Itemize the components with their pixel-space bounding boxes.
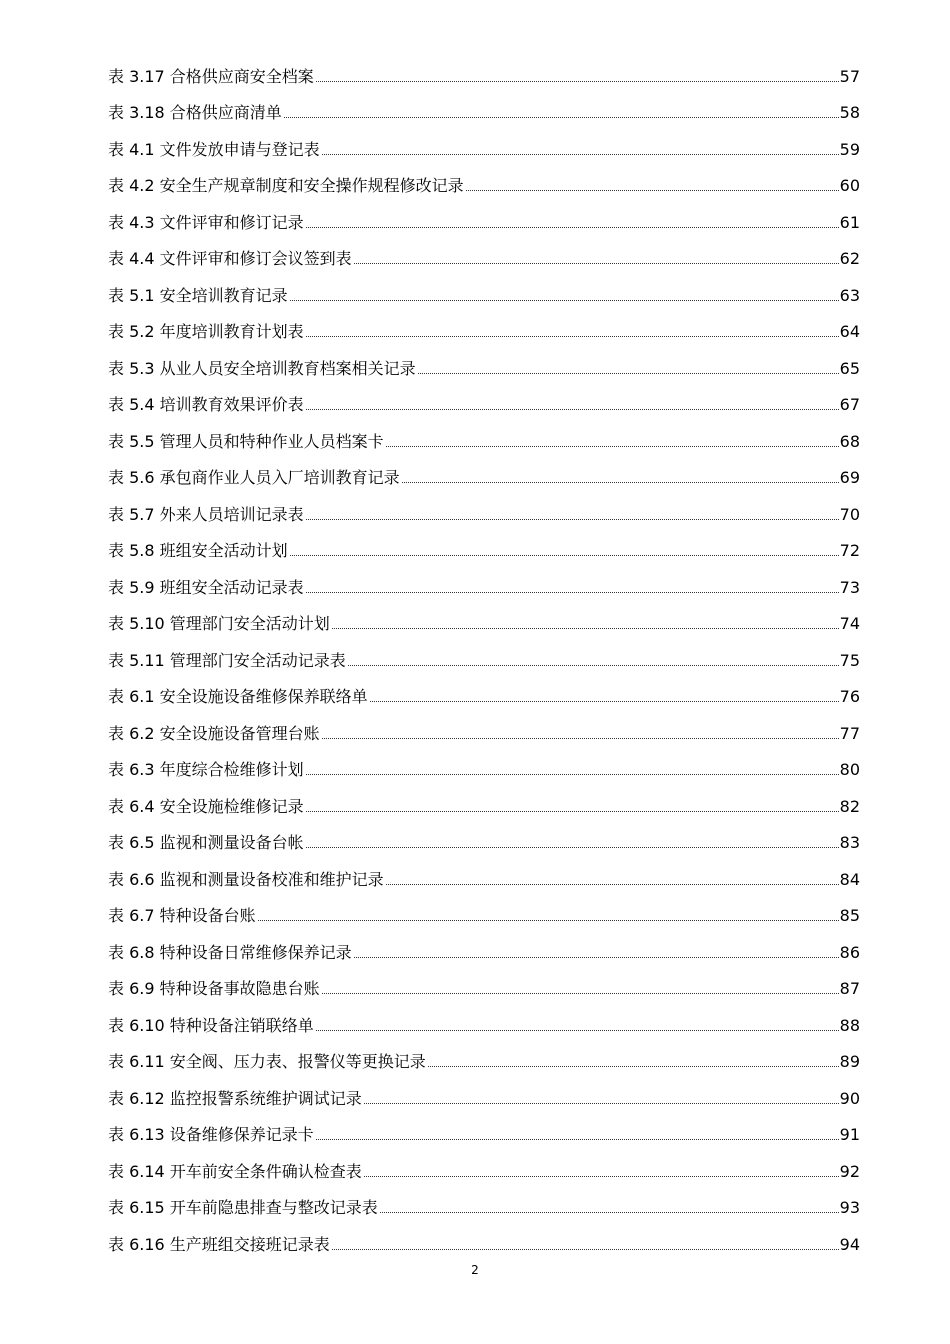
toc-entry-page-number: 59: [839, 139, 860, 159]
toc-entry[interactable]: [108, 1184, 860, 1221]
toc-entry[interactable]: [108, 965, 860, 1002]
toc-entry[interactable]: [108, 746, 860, 783]
toc-entry-title: 表 6.16 生产班组交接班记录表: [108, 1234, 330, 1254]
page-number: 2: [471, 1263, 479, 1277]
toc-entry[interactable]: [108, 782, 860, 819]
toc-dot-leader: [402, 482, 839, 483]
toc-entry-page-number: 80: [839, 760, 860, 779]
toc-entry-title: 表 5.3 从业人员安全培训教育档案相关记录: [108, 358, 416, 378]
toc-entry-page-number: 91: [839, 1125, 860, 1144]
toc-entry-page-number: 65: [839, 358, 860, 378]
toc-entry[interactable]: [108, 1074, 860, 1111]
toc-entry-title: 表 5.9 班组安全活动记录表: [108, 577, 304, 597]
toc-dot-leader: [418, 373, 839, 374]
toc-entry-title: 表 5.8 班组安全活动计划: [108, 541, 288, 560]
toc-entry[interactable]: [108, 673, 860, 710]
toc-dot-leader: [386, 884, 839, 885]
toc-dot-leader: [364, 1103, 839, 1104]
toc-entry-title: 表 5.1 安全培训教育记录: [108, 285, 288, 305]
toc-entry-title: 表 4.2 安全生产规章制度和安全操作规程修改记录: [108, 176, 464, 195]
toc-entry-title: 表 6.15 开车前隐患排查与整改记录表: [108, 1198, 378, 1217]
toc-entry-page-number: 85: [839, 906, 860, 925]
toc-entry-page-number: 60: [839, 176, 860, 195]
toc-dot-leader: [316, 1139, 839, 1140]
toc-entry-title: 表 3.18 合格供应商清单: [108, 103, 282, 122]
toc-dot-leader: [290, 555, 839, 556]
toc-entry-title: 表 4.1 文件发放申请与登记表: [108, 139, 320, 159]
toc-dot-leader: [258, 920, 839, 921]
toc-entry[interactable]: [108, 1038, 860, 1075]
toc-entry-title: 表 6.3 年度综合检维修计划: [108, 760, 304, 779]
toc-entry-page-number: 89: [839, 1052, 860, 1071]
toc-entry-page-number: 82: [839, 796, 860, 816]
toc-dot-leader: [306, 774, 839, 775]
toc-dot-leader: [306, 409, 839, 410]
toc-dot-leader: [354, 263, 839, 264]
toc-entry-page-number: 69: [839, 468, 860, 487]
toc-dot-leader: [306, 592, 839, 593]
toc-dot-leader: [290, 300, 839, 301]
toc-entry-page-number: 83: [839, 833, 860, 852]
toc-entry[interactable]: [108, 490, 860, 527]
toc-entry-page-number: 93: [839, 1198, 860, 1217]
toc-entry-page-number: 73: [839, 577, 860, 597]
toc-entry-page-number: 75: [839, 650, 860, 670]
toc-entry-title: 表 6.13 设备维修保养记录卡: [108, 1125, 314, 1144]
toc-entry-page-number: 77: [839, 723, 860, 743]
toc-entry[interactable]: [108, 600, 860, 637]
toc-entry[interactable]: [108, 271, 860, 308]
toc-entry[interactable]: [108, 636, 860, 673]
toc-entry[interactable]: [108, 892, 860, 929]
toc-entry[interactable]: [108, 344, 860, 381]
toc-entry-title: 表 6.11 安全阀、压力表、报警仪等更换记录: [108, 1052, 426, 1071]
toc-entry[interactable]: [108, 308, 860, 345]
toc-dot-leader: [316, 81, 839, 82]
toc-entry-title: 表 4.3 文件评审和修订记录: [108, 212, 304, 232]
toc-dot-leader: [322, 154, 839, 155]
toc-entry[interactable]: [108, 162, 860, 199]
toc-dot-leader: [370, 701, 839, 702]
toc-entry-page-number: 72: [839, 541, 860, 560]
toc-entry-page-number: 87: [839, 979, 860, 998]
toc-entry-page-number: 94: [839, 1234, 860, 1254]
toc-entry[interactable]: [108, 198, 860, 235]
toc-entry-page-number: 86: [839, 942, 860, 962]
toc-dot-leader: [380, 1212, 839, 1213]
toc-entry-title: 表 4.4 文件评审和修订会议签到表: [108, 249, 352, 268]
toc-entry-title: 表 6.7 特种设备台账: [108, 906, 256, 925]
toc-entry-title: 表 5.7 外来人员培训记录表: [108, 504, 304, 524]
toc-dot-leader: [348, 665, 839, 666]
toc-entry-page-number: 64: [839, 322, 860, 341]
toc-entry-page-number: 57: [839, 66, 860, 86]
toc-dot-leader: [386, 446, 839, 447]
toc-dot-leader: [428, 1066, 839, 1067]
toc-entry-title: 表 5.11 管理部门安全活动记录表: [108, 650, 346, 670]
toc-entry[interactable]: [108, 709, 860, 746]
toc-dot-leader: [322, 993, 839, 994]
toc-entry-page-number: 63: [839, 285, 860, 305]
toc-dot-leader: [332, 1249, 839, 1250]
toc-entry[interactable]: [108, 381, 860, 418]
toc-entry[interactable]: [108, 89, 860, 126]
toc-entry-page-number: 88: [839, 1015, 860, 1035]
toc-entry[interactable]: [108, 855, 860, 892]
toc-entry-page-number: 70: [839, 504, 860, 524]
toc-entry[interactable]: [108, 1001, 860, 1038]
toc-entry-page-number: 62: [839, 249, 860, 268]
table-of-contents: [108, 52, 860, 1257]
toc-entry-title: 表 6.6 监视和测量设备校准和维护记录: [108, 869, 384, 889]
toc-dot-leader: [316, 1030, 839, 1031]
toc-entry-title: 表 5.5 管理人员和特种作业人员档案卡: [108, 431, 384, 451]
toc-entry[interactable]: [108, 52, 860, 89]
toc-entry-title: 表 6.8 特种设备日常维修保养记录: [108, 942, 352, 962]
toc-entry-page-number: 67: [839, 395, 860, 414]
toc-dot-leader: [354, 957, 839, 958]
toc-entry[interactable]: [108, 819, 860, 856]
toc-entry-title: 表 6.1 安全设施设备维修保养联络单: [108, 687, 368, 706]
toc-entry[interactable]: [108, 928, 860, 965]
toc-entry-page-number: 61: [839, 212, 860, 232]
toc-entry-title: 表 6.12 监控报警系统维护调试记录: [108, 1088, 362, 1108]
toc-entry[interactable]: [108, 563, 860, 600]
toc-entry-page-number: 58: [839, 103, 860, 122]
toc-entry-title: 表 6.9 特种设备事故隐患台账: [108, 979, 320, 998]
toc-entry[interactable]: [108, 1220, 860, 1257]
toc-entry[interactable]: [108, 1111, 860, 1148]
toc-entry[interactable]: [108, 417, 860, 454]
toc-entry[interactable]: [108, 454, 860, 491]
toc-entry-page-number: 92: [839, 1161, 860, 1181]
toc-entry-title: 表 6.14 开车前安全条件确认检查表: [108, 1161, 362, 1181]
toc-dot-leader: [306, 847, 839, 848]
toc-entry-title: 表 6.10 特种设备注销联络单: [108, 1015, 314, 1035]
toc-dot-leader: [306, 811, 839, 812]
toc-dot-leader: [306, 227, 839, 228]
toc-entry-title: 表 6.4 安全设施检维修记录: [108, 796, 304, 816]
toc-entry-page-number: 76: [839, 687, 860, 706]
toc-entry-title: 表 6.2 安全设施设备管理台账: [108, 723, 320, 743]
toc-entry[interactable]: [108, 235, 860, 272]
toc-entry-title: 表 5.6 承包商作业人员入厂培训教育记录: [108, 468, 400, 487]
toc-dot-leader: [322, 738, 839, 739]
toc-entry-title: 表 3.17 合格供应商安全档案: [108, 66, 314, 86]
toc-dot-leader: [306, 336, 839, 337]
toc-entry[interactable]: [108, 1147, 860, 1184]
toc-dot-leader: [466, 190, 839, 191]
toc-dot-leader: [364, 1176, 839, 1177]
toc-dot-leader: [284, 117, 839, 118]
toc-dot-leader: [306, 519, 839, 520]
toc-entry-page-number: 90: [839, 1088, 860, 1108]
toc-entry-title: 表 5.2 年度培训教育计划表: [108, 322, 304, 341]
toc-entry-page-number: 68: [839, 431, 860, 451]
toc-entry-page-number: 74: [839, 614, 860, 633]
toc-entry-title: 表 5.10 管理部门安全活动计划: [108, 614, 330, 633]
toc-dot-leader: [332, 628, 839, 629]
toc-entry[interactable]: [108, 125, 860, 162]
toc-entry-page-number: 84: [839, 869, 860, 889]
toc-entry-title: 表 5.4 培训教育效果评价表: [108, 395, 304, 414]
toc-entry[interactable]: [108, 527, 860, 564]
toc-entry-title: 表 6.5 监视和测量设备台帐: [108, 833, 304, 852]
